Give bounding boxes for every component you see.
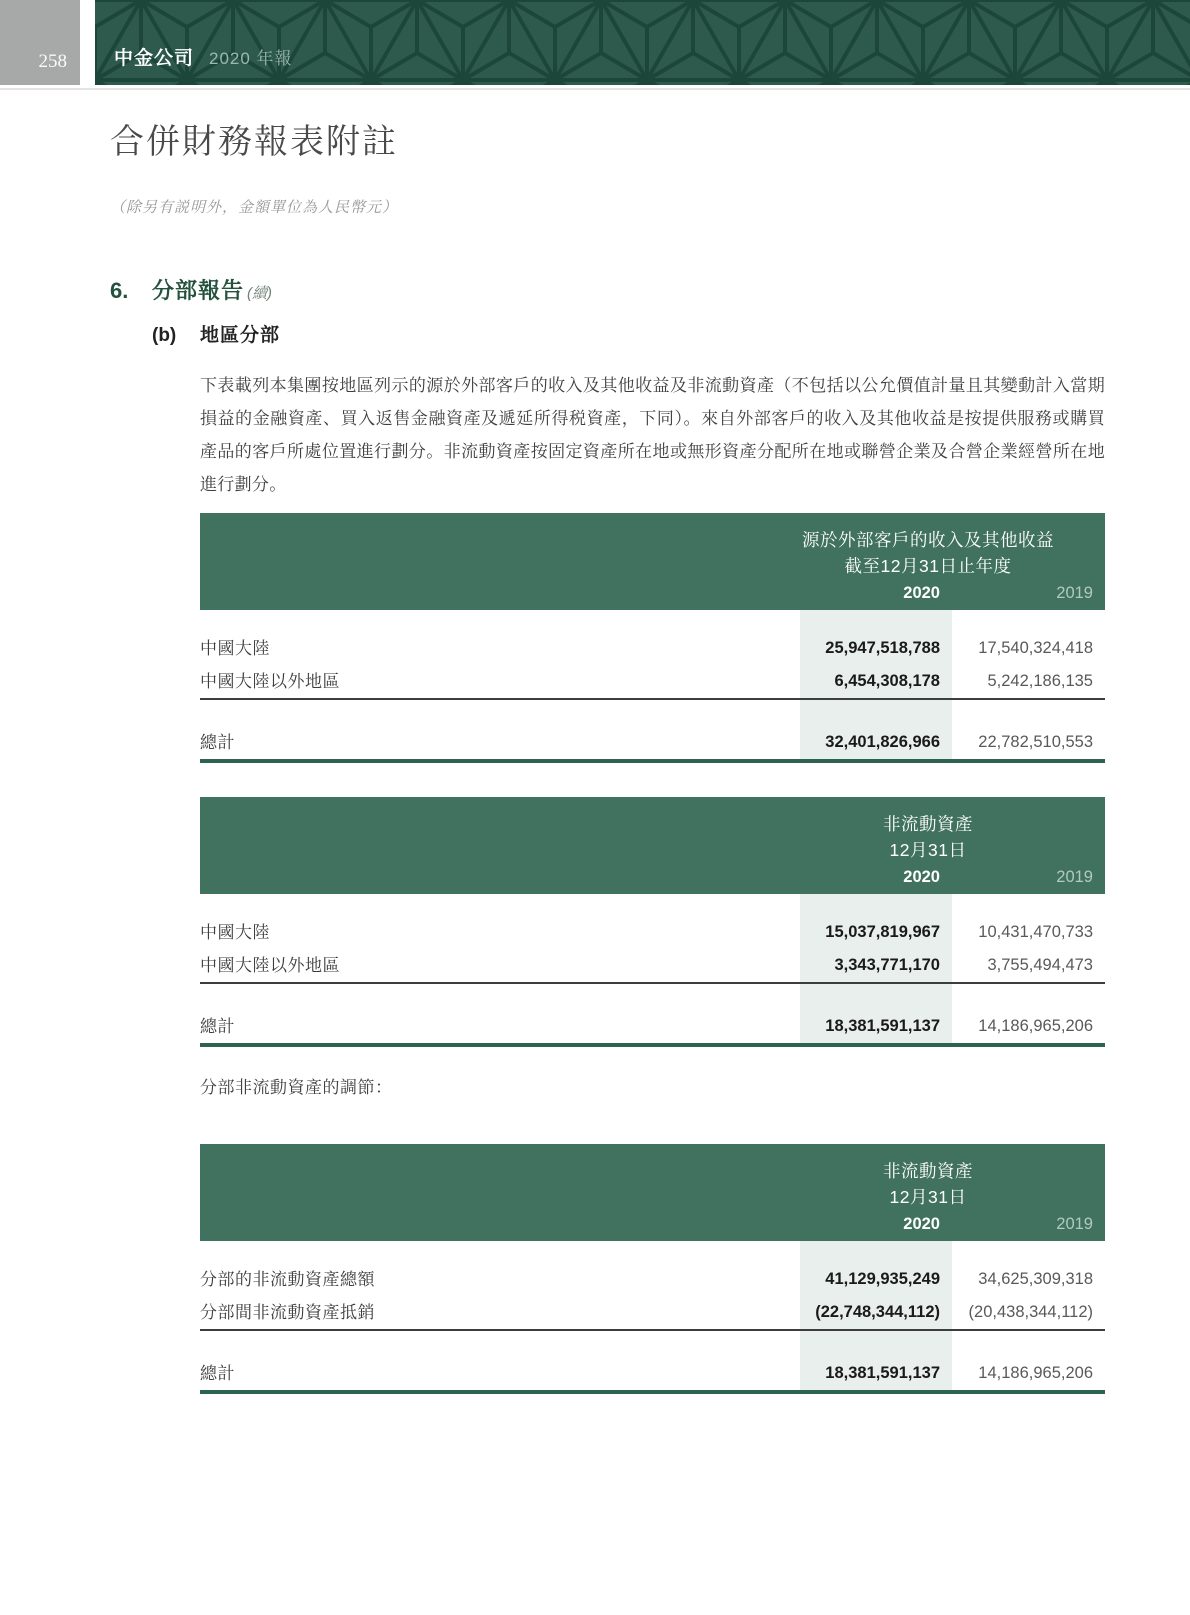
value-2019: 5,242,186,135 (987, 672, 1093, 690)
row-label: 總計 (200, 733, 235, 752)
year-2019: 2019 (1056, 1215, 1093, 1233)
table-spacer (200, 894, 1105, 916)
page-title: 合併財務報表附註 (110, 124, 398, 161)
table-header-center (763, 527, 1093, 579)
table-header-line2: 12月31日 (889, 840, 967, 860)
table-total-row (200, 1357, 1105, 1390)
row-label: 中國大陸以外地區 (200, 672, 340, 691)
table-header-line2: 截至12月31日止年度 (844, 556, 1012, 576)
table-body (200, 610, 1105, 763)
value-2020: (22,748,344,112) (815, 1303, 940, 1321)
noncurrent-assets-reconciliation-table (200, 1144, 1105, 1394)
value-2020: 15,037,819,967 (825, 923, 940, 941)
table-bottom-rule (200, 1390, 1105, 1394)
table-total-row (200, 726, 1105, 759)
value-2019: 14,186,965,206 (978, 1017, 1093, 1035)
table-row (200, 1296, 1105, 1329)
table-spacer (200, 1331, 1105, 1357)
section-title: 分部報告 (152, 278, 245, 303)
year-2020: 2020 (903, 1215, 940, 1233)
table-header-line2: 12月31日 (889, 1187, 967, 1207)
value-2020: 18,381,591,137 (825, 1017, 940, 1035)
table-year-row (200, 582, 1105, 604)
row-label: 總計 (200, 1017, 235, 1036)
value-2019: 34,625,309,318 (978, 1270, 1093, 1288)
value-2019: 3,755,494,473 (987, 956, 1093, 974)
section-content (200, 369, 1105, 1394)
table-year-row (200, 866, 1105, 888)
table-total-host (200, 1010, 1105, 1043)
row-label: 中國大陸 (200, 923, 270, 942)
value-2019: (20,438,344,112) (968, 1303, 1093, 1321)
table-header-line1: 非流動資產 (883, 1161, 973, 1181)
value-2020: 32,401,826,966 (825, 733, 940, 751)
company-name: 中金公司 (114, 48, 195, 69)
table-rows (200, 1263, 1105, 1329)
table-row (200, 949, 1105, 982)
banner-text (114, 43, 293, 70)
subsection-heading (152, 320, 1190, 347)
table-header (200, 513, 1105, 610)
page-header-band (0, 0, 1190, 85)
value-2020: 3,343,771,170 (834, 956, 940, 974)
table-header (200, 1144, 1105, 1241)
table-rows (200, 916, 1105, 982)
value-2020: 6,454,308,178 (834, 672, 940, 690)
table-year-row (200, 1213, 1105, 1235)
value-2020: 25,947,518,788 (825, 639, 940, 657)
report-edition: 2020 年報 (209, 49, 293, 68)
header-divider (0, 88, 1190, 90)
value-2020: 41,129,935,249 (825, 1270, 940, 1288)
page-number-box (0, 0, 80, 85)
year-2020: 2020 (903, 868, 940, 886)
row-label: 總計 (200, 1364, 235, 1383)
table-row (200, 1263, 1105, 1296)
table-bottom-rule (200, 1043, 1105, 1047)
section-number: 6. (110, 278, 129, 303)
table-row (200, 632, 1105, 665)
value-2019: 22,782,510,553 (978, 733, 1093, 751)
header-gap (80, 0, 95, 85)
page-number: 258 (38, 51, 67, 72)
intro-paragraph: 下表載列本集團按地區列示的源於外部客戶的收入及其他收益及非流動資產（不包括以公允價值計量且其變動計入當期損益的金融資產、買入返售金融資產及遞延所得税資產，下同）。來自外部客戶的收入及其他收益是按提供服務或購買產品的客戶所處位置進行劃分。非流動資產按固定資產所在地或無形資產分配所在地或聯營企業及合營企業經營所在地進行劃分。 (200, 376, 1105, 494)
year-2019: 2019 (1056, 868, 1093, 886)
table-header-line1: 非流動資產 (883, 814, 973, 834)
table-body (200, 894, 1105, 1047)
table-header-center (763, 811, 1093, 863)
table-header-line1: 源於外部客戶的收入及其他收益 (802, 530, 1054, 550)
row-label: 分部的非流動資產總額 (200, 1270, 375, 1289)
revenue-by-region-table (200, 513, 1105, 763)
table-header-center (763, 1158, 1093, 1210)
subsection-title: 地區分部 (200, 325, 281, 346)
table-total-host (200, 1357, 1105, 1390)
document (0, 114, 1190, 1394)
value-2019: 10,431,470,733 (978, 923, 1093, 941)
year-2020: 2020 (903, 584, 940, 602)
table-row (200, 665, 1105, 698)
value-2019: 14,186,965,206 (978, 1364, 1093, 1382)
table-header (200, 797, 1105, 894)
table-spacer (200, 984, 1105, 1010)
noncurrent-assets-by-region-table (200, 797, 1105, 1047)
table-bottom-rule (200, 759, 1105, 763)
value-2020: 18,381,591,137 (825, 1364, 940, 1382)
table-total-host (200, 726, 1105, 759)
table-total-row (200, 1010, 1105, 1043)
currency-unit-note: （除另有説明外，金額單位為人民幣元） (110, 199, 399, 216)
row-label: 中國大陸 (200, 639, 270, 658)
section-continued-marker: (續) (247, 285, 273, 302)
section-heading (110, 274, 1190, 305)
table-spacer (200, 700, 1105, 726)
table-row (200, 916, 1105, 949)
table-spacer (200, 610, 1105, 632)
brand-banner (95, 0, 1190, 85)
reconciliation-label: 分部非流動資產的調節： (200, 1078, 393, 1097)
row-label: 中國大陸以外地區 (200, 956, 340, 975)
table-body (200, 1241, 1105, 1394)
table-rows (200, 632, 1105, 698)
table-spacer (200, 1241, 1105, 1263)
subsection-number: (b) (152, 325, 177, 346)
value-2019: 17,540,324,418 (978, 639, 1093, 657)
year-2019: 2019 (1056, 584, 1093, 602)
row-label: 分部間非流動資產抵銷 (200, 1303, 375, 1322)
